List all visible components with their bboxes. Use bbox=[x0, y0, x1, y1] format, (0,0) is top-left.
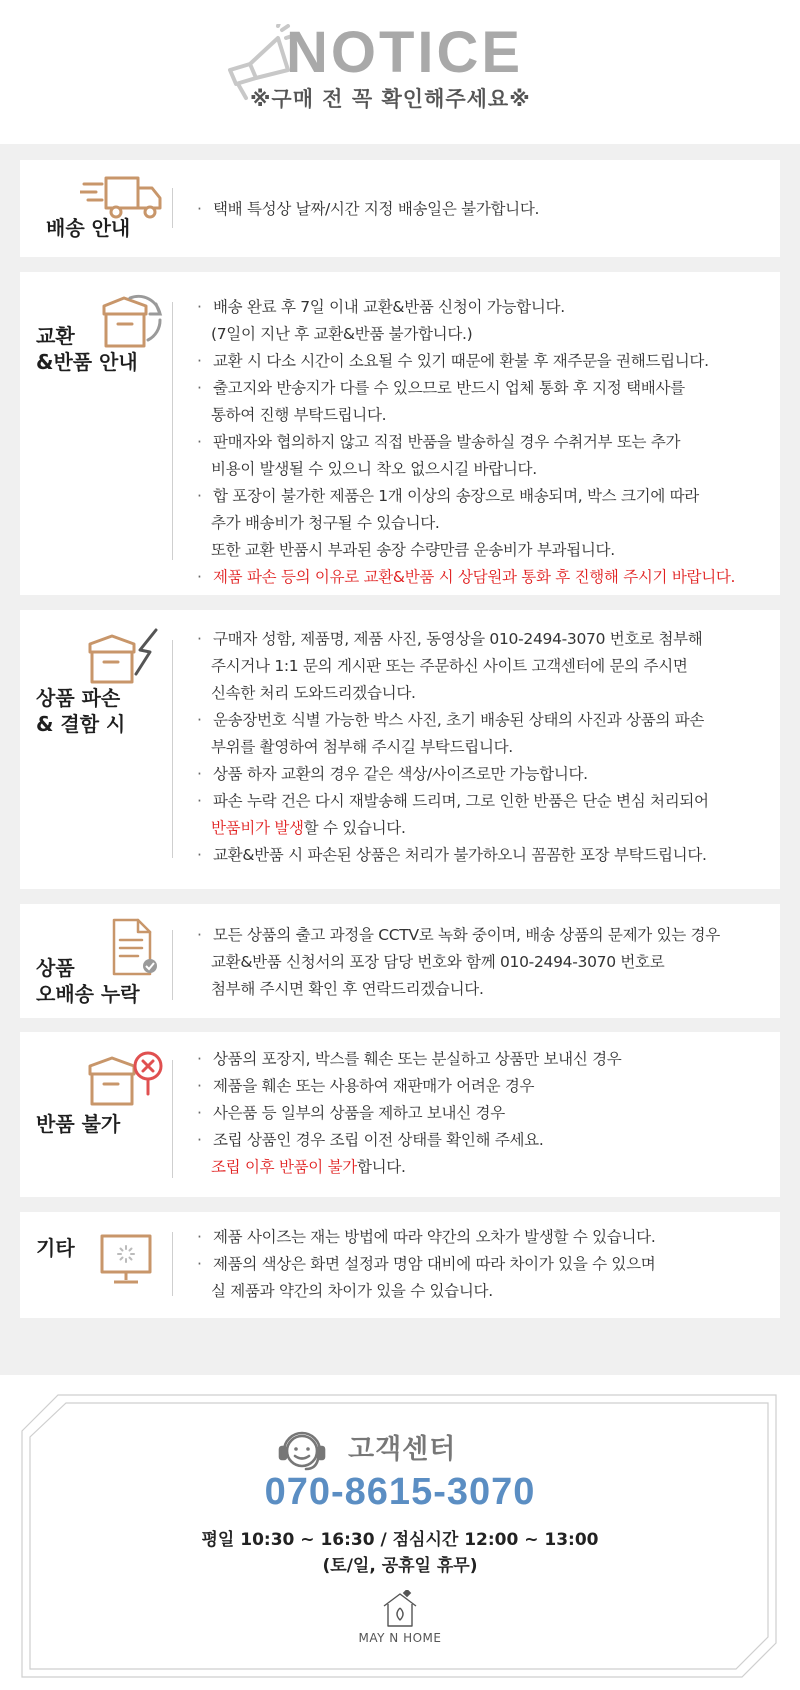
notice-line: · 파손 누락 건은 다시 재발송해 드리며, 그로 인한 반품은 단순 변심 처리되어 bbox=[195, 788, 760, 815]
notice-line: · 구매자 성함, 제품명, 제품 사진, 동영상을 010-2494-3070 번호로 첨부해 bbox=[195, 626, 760, 653]
notice-line: 부위를 촬영하여 첨부해 주시길 부탁드립니다. bbox=[211, 738, 513, 756]
section-exchange-label-2: &반품 안내 bbox=[36, 350, 138, 374]
section-divider bbox=[172, 1060, 173, 1178]
notice-line: · 판매자와 협의하지 않고 직접 반품을 발송하실 경우 수취거부 또는 추가 bbox=[195, 429, 760, 456]
section-damage-body bbox=[195, 626, 760, 869]
notice-line: · 택배 특성상 날짜/시간 지정 배송일은 불가합니다. bbox=[195, 196, 760, 223]
notice-sections bbox=[0, 144, 800, 1375]
section-missing-label-2: 오배송 누락 bbox=[36, 982, 140, 1006]
notice-line: · 모든 상품의 출고 과정을 CCTV로 녹화 중이며, 배송 상품의 문제가 있는 경우 bbox=[195, 922, 760, 949]
house-logo-icon bbox=[380, 1590, 420, 1628]
notice-line-rest: 합니다. bbox=[356, 1158, 406, 1176]
section-exchange-body bbox=[195, 294, 760, 591]
cs-hours: 평일 10:30 ~ 16:30 / 점심시간 12:00 ~ 13:00 bbox=[201, 1530, 599, 1550]
notice-line: · 제품의 색상은 화면 설정과 명암 대비에 따라 차이가 있을 수 있으며 bbox=[195, 1251, 760, 1278]
brand-name: MAY N HOME bbox=[358, 1631, 442, 1645]
section-damage-label-2: & 결함 시 bbox=[36, 712, 126, 736]
section-delivery bbox=[20, 160, 780, 257]
notice-line: · 상품 하자 교환의 경우 같은 색상/사이즈로만 가능합니다. bbox=[195, 761, 760, 788]
section-missing-label-1: 상품 bbox=[36, 956, 75, 980]
section-delivery-label: 배송 안내 bbox=[46, 216, 131, 240]
notice-line: 비용이 발생될 수 있으니 착오 없으시길 바랍니다. bbox=[211, 460, 537, 478]
section-exchange-label-1: 교환 bbox=[36, 324, 75, 348]
section-divider bbox=[172, 930, 173, 1000]
notice-line: · 제품을 훼손 또는 사용하여 재판매가 어려운 경우 bbox=[195, 1073, 760, 1100]
notice-line: · 합 포장이 불가한 제품은 1개 이상의 송장으로 배송되며, 박스 크기에 따라 bbox=[195, 483, 760, 510]
section-etc-body bbox=[195, 1224, 760, 1305]
notice-line: · 교환&반품 시 파손된 상품은 처리가 불가하오니 꼼꼼한 포장 부탁드립니다. bbox=[195, 842, 760, 869]
damaged-box-icon bbox=[86, 626, 162, 686]
notice-line bbox=[195, 815, 760, 842]
notice-title: NOTICE bbox=[286, 20, 524, 85]
section-etc bbox=[20, 1212, 780, 1318]
notice-line: · 사은품 등 일부의 상품을 제하고 보내신 경우 bbox=[195, 1100, 760, 1127]
section-etc-label: 기타 bbox=[36, 1236, 75, 1260]
notice-line: 신속한 처리 도와드리겠습니다. bbox=[211, 684, 416, 702]
notice-subtitle: ※구매 전 꼭 확인해주세요※ bbox=[250, 87, 531, 111]
notice-line: (7일이 지난 후 교환&반품 불가합니다.) bbox=[211, 325, 473, 343]
notice-line: · 운송장번호 식별 가능한 박스 사진, 초기 배송된 상태의 사진과 상품의 파손 bbox=[195, 707, 760, 734]
notice-line: · 출고지와 반송지가 다를 수 있으므로 반드시 업체 통화 후 지정 택배사를 bbox=[195, 375, 760, 402]
notice-line: · 교환 시 다소 시간이 소요될 수 있기 때문에 환불 후 재주문을 권해드립니다. bbox=[195, 348, 760, 375]
headset-icon bbox=[276, 1423, 328, 1475]
section-divider bbox=[172, 188, 173, 228]
notice-line-highlight: · 제품 파손 등의 이유로 교환&반품 시 상담원과 통화 후 진행해 주시기 바랍니다. bbox=[195, 564, 760, 591]
notice-line-rest: 할 수 있습니다. bbox=[303, 819, 406, 837]
return-box-icon bbox=[100, 290, 164, 350]
section-missing-body bbox=[195, 922, 760, 1003]
notice-line: 실 제품과 약간의 차이가 있을 수 있습니다. bbox=[211, 1282, 493, 1300]
notice-line: 또한 교환 반품시 부과된 송장 수량만큼 운송비가 부과됩니다. bbox=[211, 541, 615, 559]
cs-phone-number[interactable]: 070-8615-3070 bbox=[264, 1471, 536, 1513]
section-delivery-body bbox=[195, 196, 760, 223]
notice-line: · 제품 사이즈는 재는 방법에 따라 약간의 오차가 발생할 수 있습니다. bbox=[195, 1224, 760, 1251]
cs-holiday: (토/일, 공휴일 휴무) bbox=[322, 1556, 478, 1576]
section-divider bbox=[172, 640, 173, 858]
document-check-icon bbox=[98, 918, 164, 978]
cs-title: 고객센터 bbox=[348, 1434, 457, 1465]
section-damage bbox=[20, 610, 780, 889]
notice-line: 추가 배송비가 청구될 수 있습니다. bbox=[211, 514, 440, 532]
section-damage-label-1: 상품 파손 bbox=[36, 686, 121, 710]
section-noreturn-label: 반품 불가 bbox=[36, 1112, 121, 1136]
section-exchange bbox=[20, 272, 780, 595]
section-noreturn bbox=[20, 1032, 780, 1197]
section-divider bbox=[172, 1232, 173, 1296]
monitor-loading-icon bbox=[96, 1232, 160, 1288]
notice-line: 주시거나 1:1 문의 게시판 또는 주문하신 사이트 고객센터에 문의 주시면 bbox=[211, 657, 688, 675]
section-missing bbox=[20, 904, 780, 1018]
section-noreturn-body bbox=[195, 1046, 760, 1181]
notice-line: · 배송 완료 후 7일 이내 교환&반품 신청이 가능합니다. bbox=[195, 294, 760, 321]
notice-line-highlight: 조립 이후 반품이 불가 bbox=[211, 1158, 357, 1176]
customer-center bbox=[0, 1375, 800, 1690]
notice-line: · 조립 상품인 경우 조립 이전 상태를 확인해 주세요. bbox=[195, 1127, 760, 1154]
notice-line: · 상품의 포장지, 박스를 훼손 또는 분실하고 상품만 보내신 경우 bbox=[195, 1046, 760, 1073]
section-divider bbox=[172, 302, 173, 560]
no-return-box-icon bbox=[86, 1048, 166, 1108]
notice-header bbox=[0, 0, 800, 144]
notice-line: 교환&반품 신청서의 포장 담당 번호와 함께 010-2494-3070 번호로 bbox=[211, 953, 665, 971]
notice-line: 첨부해 주시면 확인 후 연락드리겠습니다. bbox=[211, 980, 484, 998]
notice-line: 통하여 진행 부탁드립니다. bbox=[211, 406, 387, 424]
notice-line bbox=[195, 1154, 760, 1181]
notice-line-highlight: 반품비가 발생 bbox=[211, 819, 304, 837]
